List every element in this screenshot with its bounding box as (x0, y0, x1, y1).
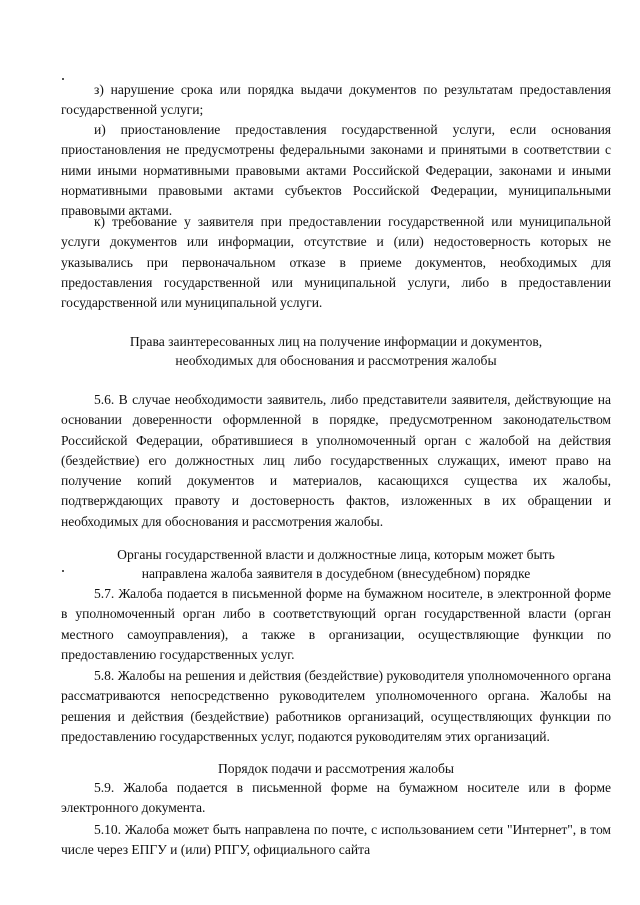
section-heading-bodies (61, 546, 611, 583)
paragraph-5-7: 5.7. Жалоба подается в письменной форме на бумажном носителе, в электронной форме в уполномоченный орган либо в соответствующий орган государственной власти (орган местного самоуправления), а также в организации, осуществляющие функции по предоставлению государственных услуг. (61, 586, 611, 662)
item-k-paragraph: к) требование у заявителя при предоставлении государственной или муниципальной услуги документов или информации, отсутствие и (или) недостоверность которых не указывались при первоначальном отказе в приеме документов, необходимых для предоставления государственной или муниципальной услуги, либо в предоставлении государственной или муниципальной услуги. (61, 214, 611, 311)
item-z-paragraph: з) нарушение срока или порядка выдачи документов по результатам предоставления государственной услуги; (61, 82, 611, 118)
section-heading-rights-line2: необходимых для обоснования и рассмотрения жалобы (175, 352, 497, 368)
section-heading-rights-line1: Права заинтересованных лиц на получение информации и документов, (129, 334, 543, 349)
section-heading-rights (61, 333, 611, 370)
section-heading-bodies-line1: Органы государственной власти и должностные лица, которым может быть (117, 547, 555, 562)
paragraph-5-10: 5.10. Жалоба может быть направлена по почте, с использованием сети "Интернет", в том числе через ЕПГУ и (или) РПГУ, официального сайта (61, 822, 611, 858)
scan-speck (62, 570, 64, 572)
section-heading-bodies-line2: направлена жалоба заявителя в досудебном (внесудебном) порядке (141, 565, 531, 581)
item-i-paragraph: и) приостановление предоставления государственной услуги, если основания приостановления не предусмотрены федеральными законами и принятыми в соответствии с ними иными нормативными правовыми актами Российской Федерации, законами и иными нормативными правовыми актами субъектов Российской Федерации, муниципальными правовыми актами. (61, 122, 611, 219)
section-heading-procedure: Порядок подачи и рассмотрения жалобы (217, 761, 455, 776)
paragraph-5-9: 5.9. Жалоба подается в письменной форме на бумажном носителе или в форме электронного документа. (61, 780, 611, 816)
paragraph-5-6: 5.6. В случае необходимости заявитель, либо представители заявителя, действующие на основании доверенности оформленной в порядке, предусмотренном законодательством Российской Федерации, обратившиеся в уполномоченный орган с жалобой на действия (бездействие) его должностных лиц либо государственных служащих, имеют право на получение копий документов и материалов, касающихся существа их жалобы, подтверждающих правоту и достоверность фактов, изложенных в их обращении и необходимых для обоснования и рассмотрения жалобы. (61, 392, 611, 529)
paragraph-5-8: 5.8. Жалобы на решения и действия (бездействие) руководителя уполномоченного органа рассматриваются непосредственно руководителем уполномоченного органа. Жалобы на решения и действия (бездействие) работников организаций, осуществляющих функции по предоставлению государственных услуг, подаются руководителям этих организаций. (61, 668, 611, 744)
